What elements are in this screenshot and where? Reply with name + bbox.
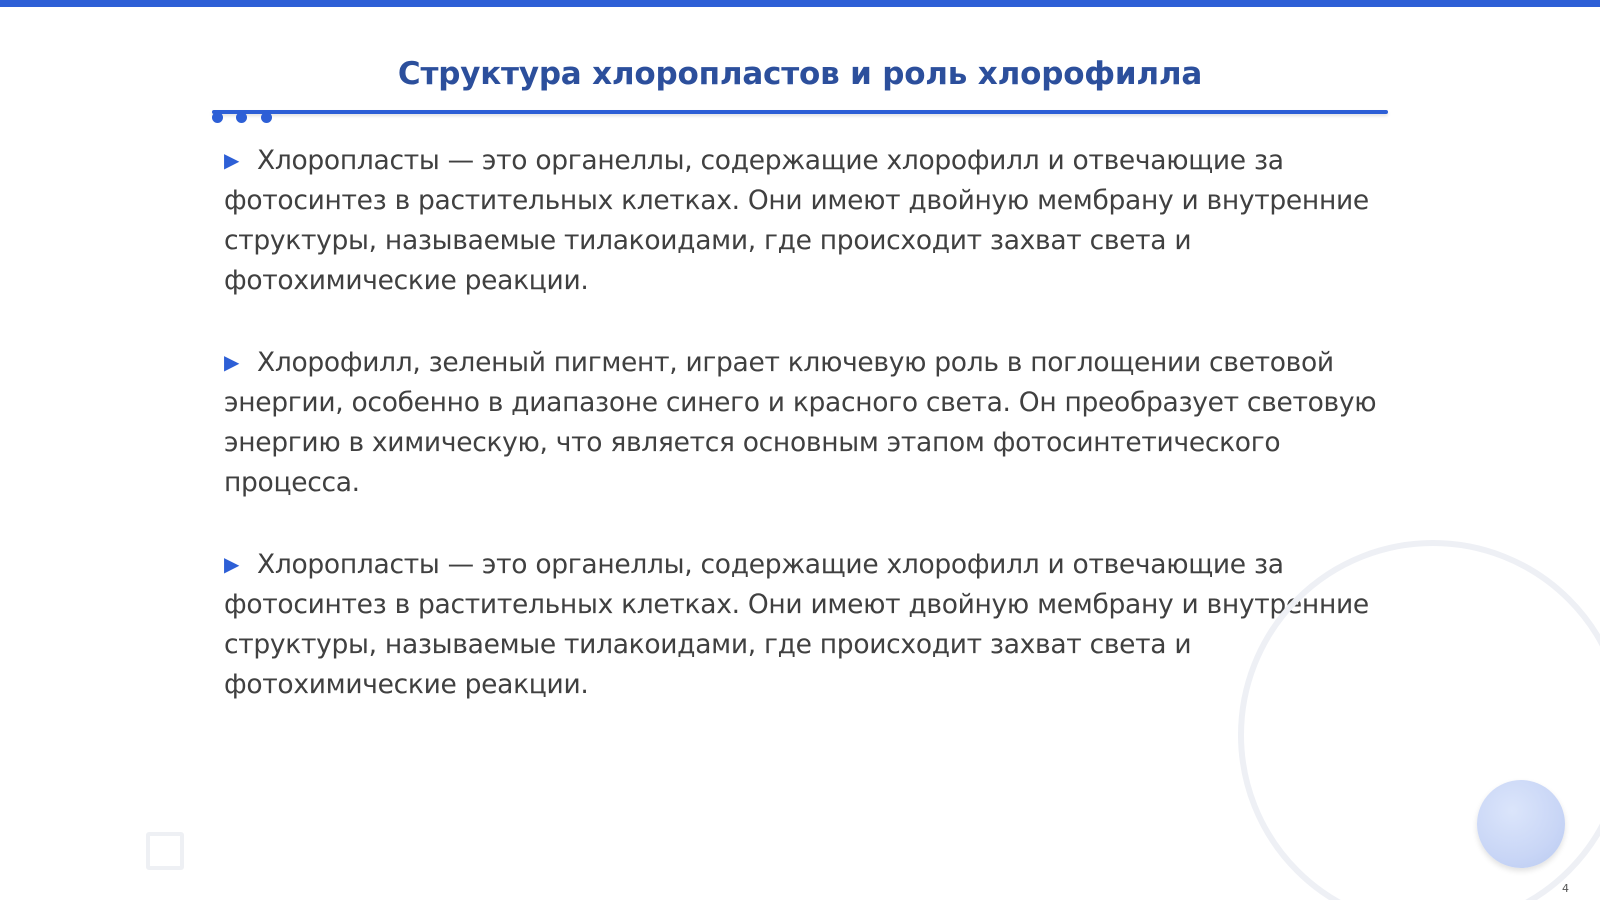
bullet-item [224,140,1384,301]
bullet-text: Хлоропласты — это органеллы, содержащие хлорофилл и отвечающие за фотосинтез в растительных клетках. Они имеют двойную мембрану и внутренние структуры, называемые тилакоидами, где происходит захват света и фотохимические реакции. [224,549,1369,700]
page-number: 4 [1562,882,1569,895]
triangle-bullet-icon: ▶ [224,350,240,374]
decorative-square [146,832,184,870]
slide-title: Структура хлоропластов и роль хлорофилла [397,56,1203,92]
triangle-bullet-icon: ▶ [224,148,240,172]
bullet-text: Хлоропласты — это органеллы, содержащие хлорофилл и отвечающие за фотосинтез в растительных клетках. Они имеют двойную мембрану и внутренние структуры, называемые тилакоидами, где происходит захват света и фотохимические реакции. [224,145,1369,296]
title-underline [212,110,1388,114]
top-accent-bar [0,0,1600,7]
dot [236,112,247,123]
dot [261,112,272,123]
decorative-ball [1477,780,1565,868]
triangle-bullet-icon: ▶ [224,552,240,576]
bullet-item [224,544,1384,705]
bullet-item [224,342,1384,503]
dot [212,112,223,123]
bullet-text: Хлорофилл, зеленый пигмент, играет ключевую роль в поглощении световой энергии, особенно в диапазоне синего и красного света. Он преобразует световую энергию в химическую, что является основным этапом фотосинтетического процесса. [224,347,1377,498]
bullet-list [224,140,1384,746]
underline-dots [212,112,282,124]
